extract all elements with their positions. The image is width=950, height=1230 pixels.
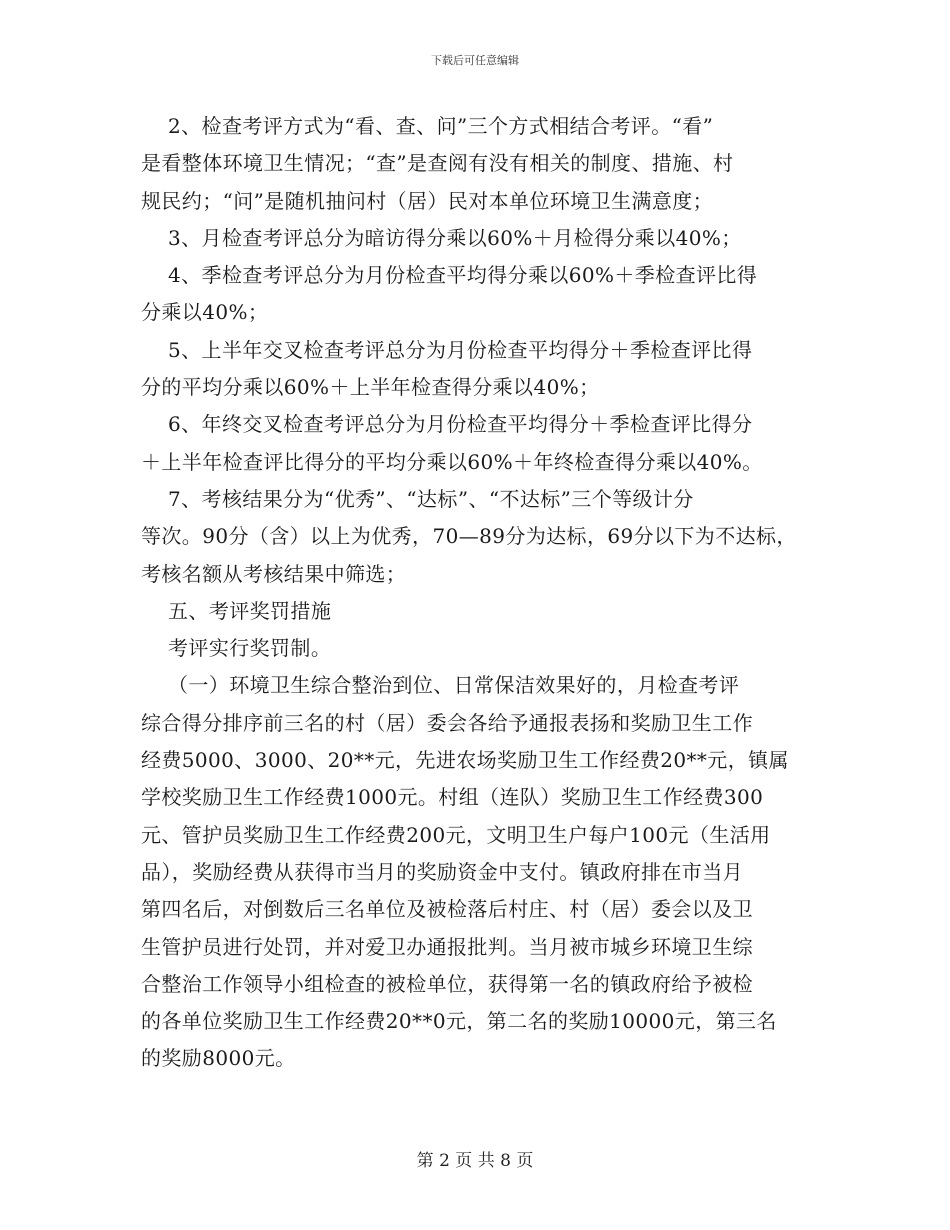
body-line: 4、季检查考评总分为月份检查平均得分乘以60%＋季检查评比得 bbox=[141, 263, 758, 288]
body-line: （一）环境卫生综合整治到位、日常保洁效果好的，月检查考评 bbox=[141, 673, 740, 698]
body-line: 考评实行奖罚制。 bbox=[141, 636, 332, 661]
body-line: 品），奖励经费从获得市当月的奖励资金中支付。镇政府排在市当月 bbox=[141, 859, 743, 884]
page-header-note: 下载后可任意编辑 bbox=[431, 54, 519, 67]
body-line: 经费5000、3000、20**元，先进农场奖励卫生工作经费20**元，镇属 bbox=[141, 748, 789, 773]
body-line: 考核名额从考核结果中筛选； bbox=[141, 561, 407, 586]
body-line: 分乘以40%； bbox=[141, 300, 269, 325]
body-line: 的各单位奖励卫生工作经费20**0元，第二名的奖励10000元，第三名 bbox=[141, 1009, 777, 1034]
body-line: 的奖励8000元。 bbox=[141, 1046, 296, 1071]
document-body bbox=[141, 108, 817, 1078]
body-line: ＋上半年检查评比得分的平均分乘以60%＋年终检查得分乘以40%。 bbox=[141, 449, 763, 474]
body-line: 合整治工作领导小组检查的被检单位，获得第一名的镇政府给予被检 bbox=[141, 971, 753, 996]
section-heading: 五、考评奖罚措施 bbox=[141, 598, 332, 623]
body-line: 6、年终交叉检查考评总分为月份检查平均得分＋季检查评比得分 bbox=[141, 412, 753, 437]
body-line: 7、考核结果分为“优秀”、“达标”、“不达标”三个等级计分 bbox=[141, 486, 694, 511]
body-line: 学校奖励卫生工作经费1000元。村组（连队）奖励卫生工作经费300 bbox=[141, 785, 764, 810]
body-line: 3、月检查考评总分为暗访得分乘以60%＋月检得分乘以40%； bbox=[141, 225, 742, 250]
body-line: 元、管护员奖励卫生工作经费200元，文明卫生户每户100元（生活用 bbox=[141, 822, 771, 847]
body-line: 分的平均分乘以60%＋上半年检查得分乘以40%； bbox=[141, 375, 600, 400]
body-line: 第四名后，对倒数后三名单位及被检落后村庄、村（居）委会以及卫 bbox=[141, 897, 753, 922]
body-line: 2、检查考评方式为“看、查、问”三个方式相结合考评。“看” bbox=[141, 114, 714, 138]
page-number: 第 2 页 共 8 页 bbox=[416, 1151, 534, 1171]
body-line: 生管护员进行处罚，并对爱卫办通报批判。当月被市城乡环境卫生综 bbox=[141, 934, 753, 959]
body-line: 综合得分排序前三名的村（居）委会各给予通报表扬和奖励卫生工作 bbox=[141, 710, 753, 735]
body-line: 是看整体环境卫生情况；“查”是查阅有没有相关的制度、措施、村 bbox=[141, 151, 734, 176]
body-line: 规民约；“问”是随机抽问村（居）民对本单位环境卫生满意度； bbox=[141, 188, 714, 213]
body-line: 等次。90分（含）以上为优秀，70—89分为达标，69分以下为不达标， bbox=[141, 524, 797, 549]
body-line: 5、上半年交叉检查考评总分为月份检查平均得分＋季检查评比得 bbox=[141, 337, 753, 362]
